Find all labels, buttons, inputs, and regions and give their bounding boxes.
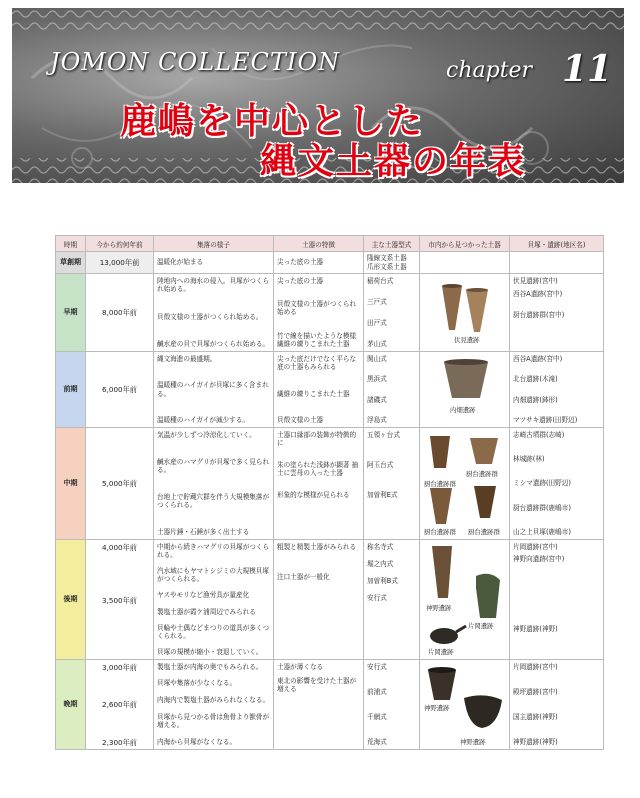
years-cell: 5,000年前 — [86, 428, 154, 540]
settlement-text: 鹹水産のハマグリが貝塚で多く見られる。 — [157, 457, 270, 474]
sites-cell — [510, 428, 604, 540]
site-text: 伏見遺跡(宮中) — [513, 276, 558, 285]
settlement-cell — [154, 428, 274, 540]
period-cell: 草創期 — [56, 252, 86, 274]
settlement-text: 鹹水産の貝で貝塚がつくられ始める。 — [157, 340, 270, 349]
finds-cell — [420, 660, 510, 750]
settlement-cell — [154, 274, 274, 352]
period-cell: 晩期 — [56, 660, 86, 750]
feature-text: 形象的な模様が見られる — [277, 491, 350, 500]
table-row — [56, 274, 604, 352]
sites-cell — [510, 660, 604, 750]
period-cell: 前期 — [56, 352, 86, 428]
feature-text: 貝殻文様の土器がつくられ始める — [277, 300, 357, 317]
type-text: 千網式 — [367, 713, 387, 721]
settlement-text: 中期から続きハマグリの貝塚がつくられる。 — [157, 542, 270, 559]
settlement-text: 貝塚から見つかる骨は魚骨より獣骨が増える。 — [157, 713, 270, 730]
settlement-text: 陸地内への海水の侵入。貝塚がつくられ始める。 — [157, 276, 270, 293]
table-row — [56, 540, 604, 660]
finds-cell — [420, 252, 510, 274]
site-text: 西谷A遺跡(宮中) — [513, 289, 563, 298]
years-cell: 6,000年前 — [86, 352, 154, 428]
type-text: 関山式 — [367, 354, 387, 363]
find-label: 伏見遺跡 — [454, 336, 480, 344]
site-text: 内畑遺跡(鉢形) — [513, 395, 558, 404]
settlement-text: 内海内で製塩土器がみられなくなる。 — [157, 696, 270, 705]
settlement-text: 縄文海進の最盛期。 — [157, 354, 217, 363]
find-label: 神野遺跡 — [426, 604, 452, 612]
table-row — [56, 428, 604, 540]
table-header-row — [56, 236, 604, 252]
feature-text: 尖った底の土器 — [277, 258, 324, 267]
header-sites: 貝塚・遺跡(地区名) — [510, 236, 604, 252]
years-cell: 8,000年前 — [86, 274, 154, 352]
site-text: 片岡遺跡(宮中) — [513, 662, 558, 671]
header-features: 土器の特徴 — [274, 236, 364, 252]
type-text: 加曽利B式 — [367, 576, 398, 585]
finds-cell — [420, 352, 510, 428]
site-text: ミシマ遺跡(田野辺) — [513, 479, 571, 488]
settlement-cell — [154, 252, 274, 274]
sites-cell — [510, 274, 604, 352]
collection-title: JOMON COLLECTION — [50, 48, 341, 76]
site-text: マツサキ遺跡(田野辺) — [513, 416, 578, 425]
find-label: 片岡遺跡 — [468, 622, 494, 630]
years-text: 2,600年前 — [102, 700, 137, 709]
table-row — [56, 660, 604, 750]
features-cell — [274, 540, 364, 660]
site-text: 林城跡(林) — [513, 454, 545, 463]
type-text: 安行式 — [367, 662, 387, 671]
settlement-text: 貝殻文様の土器がつくられ始める。 — [157, 312, 263, 321]
feature-text: 尖った底の土器 — [277, 276, 324, 285]
feature-text: 貝殻文様の土器 — [277, 416, 324, 425]
site-text: 山之上貝塚(鹿嶋市) — [513, 528, 571, 537]
sites-cell — [510, 540, 604, 660]
type-text: 堀之内式 — [367, 559, 394, 568]
site-text: 片岡遺跡(宮中) — [513, 542, 558, 551]
site-text: 神野遺跡(神野) — [513, 738, 558, 747]
sites-cell — [510, 252, 604, 274]
type-text: 浮島式 — [367, 416, 387, 425]
header-banner — [12, 8, 624, 183]
page-title-line1: 鹿嶋を中心とした — [120, 100, 425, 142]
site-text: 志崎古墳群(志崎) — [513, 430, 565, 439]
type-text: 阿玉台式 — [367, 460, 394, 469]
header-period: 時期 — [56, 236, 86, 252]
find-label: 厨台遺跡群 — [424, 480, 456, 488]
settlement-text: 内海から貝塚がなくなる。 — [157, 738, 237, 747]
finds-cell — [420, 428, 510, 540]
settlement-text: 土器片錘・石錘が多く出土する — [157, 528, 250, 537]
years-text: 2,300年前 — [102, 737, 137, 747]
site-text: 国主遺跡(神野) — [513, 713, 558, 721]
finds-cell — [420, 274, 510, 352]
site-text: 厨台遺跡群(鹿嶋市) — [513, 503, 571, 512]
feature-text: 繊維の練りこまれた土器 — [277, 389, 350, 398]
header-settlement: 集落の様子 — [154, 236, 274, 252]
feature-text: 粗製と精製土器がみられる — [277, 542, 357, 551]
find-label: 内畑遺跡 — [450, 406, 476, 414]
site-text: 神野遺跡(神野) — [513, 624, 558, 633]
types-cell — [364, 352, 420, 428]
types-cell — [364, 660, 420, 750]
settlement-text: 製塩土器が霞ケ浦周辺でみられる — [157, 607, 256, 616]
table-row — [56, 252, 604, 274]
years-cell — [86, 540, 154, 660]
types-cell — [364, 252, 420, 274]
type-text: 諸磯式 — [367, 395, 387, 404]
types-cell — [364, 428, 420, 540]
feature-text: 土器が薄くなる — [277, 662, 324, 671]
years-text: 4,000年前 — [102, 542, 137, 552]
years-cell — [86, 660, 154, 750]
find-label: 厨台遺跡群 — [466, 470, 498, 478]
types-cell — [364, 540, 420, 660]
jomon-chronology-table — [55, 235, 604, 750]
settlement-text: 温暖種のハイガイが減少する。 — [157, 416, 249, 425]
feature-text: 土器口縁部の装飾が特徴的に — [277, 430, 357, 447]
type-text: 五領ヶ台式 — [367, 430, 400, 439]
settlement-text: 汽水域にもヤマトシジミの大規模貝塚がつくられる。 — [157, 566, 269, 584]
type-text: 隆線文系土器 — [367, 254, 407, 263]
site-text: 西谷A遺跡(宮中) — [513, 354, 563, 363]
feature-text: 東北の影響を受けた土器が増える — [277, 676, 357, 693]
features-cell — [274, 252, 364, 274]
pottery-image — [424, 664, 508, 740]
settlement-text: 台地上で貯蔵穴群を伴う大規模集落がつくられる。 — [157, 492, 270, 510]
settlement-text: 貝塚や集落が少なくなる。 — [157, 679, 237, 688]
sites-cell — [510, 352, 604, 428]
settlement-cell — [154, 660, 274, 750]
features-cell — [274, 428, 364, 540]
pottery-image — [426, 544, 508, 650]
type-text: 三戸式 — [367, 297, 387, 306]
site-text: 殿坪遺跡(宮中) — [513, 687, 558, 696]
pottery-image — [438, 358, 494, 402]
years-text: 3,000年前 — [102, 662, 137, 672]
type-text: 黒浜式 — [367, 375, 387, 384]
settlement-cell — [154, 352, 274, 428]
find-label: 神野遺跡 — [424, 704, 450, 712]
settlement-text: 温暖化が始まる — [157, 258, 204, 267]
type-text: 爪形文系土器 — [367, 262, 407, 271]
settlement-text: 気温が少しずつ冷涼化していく。 — [157, 430, 256, 439]
page-title-line2: 縄文土器の年表 — [260, 140, 527, 182]
pottery-image — [438, 280, 494, 334]
table-row — [56, 352, 604, 428]
feature-text: 竹で線を描いたような模様 繊維の練りこまれた土器 — [277, 332, 357, 349]
features-cell — [274, 352, 364, 428]
finds-cell — [420, 540, 510, 660]
header-types: 主な土器型式 — [364, 236, 420, 252]
site-text: 神野向遺跡(宮中) — [513, 554, 565, 563]
type-text: 茅山式 — [367, 340, 387, 349]
features-cell — [274, 660, 364, 750]
settlement-text: 貝輪や土偶などまつりの道具が多くつくられる。 — [157, 623, 270, 641]
site-text: 北台遺跡(木滝) — [513, 375, 558, 384]
find-label: 神野遺跡 — [460, 738, 486, 746]
header-finds: 市内から見つかった土器 — [420, 236, 510, 252]
chapter-label: chapter — [446, 58, 533, 83]
settlement-text: 貝塚の規模が縮小・衰退していく。 — [157, 648, 263, 657]
feature-text: 尖った底だけでなく平らな底の土器もみられる — [277, 354, 357, 371]
site-text: 厨台遺跡群(宮中) — [513, 310, 565, 319]
type-text: 荒海式 — [367, 738, 387, 747]
type-text: 田戸式 — [367, 319, 387, 327]
years-cell: 13,000年前 — [86, 252, 154, 274]
type-text: 稲荷台式 — [367, 276, 394, 285]
type-text: 称名寺式 — [367, 542, 394, 551]
features-cell — [274, 274, 364, 352]
header-years: 今から約何年前 — [86, 236, 154, 252]
chapter-number: 11 — [562, 48, 613, 90]
settlement-cell — [154, 540, 274, 660]
settlement-text: 温暖種のハイガイが貝塚に多く含まれる。 — [157, 381, 269, 398]
find-label: 厨台遺跡群 — [468, 528, 500, 536]
type-text: 前浦式 — [367, 687, 387, 696]
period-cell: 後期 — [56, 540, 86, 660]
type-text: 加曽利E式 — [367, 490, 398, 499]
types-cell — [364, 274, 420, 352]
period-cell: 早期 — [56, 274, 86, 352]
period-cell: 中期 — [56, 428, 86, 540]
settlement-text: ヤスやモリなど漁労具が量産化 — [157, 591, 250, 600]
years-text: 3,500年前 — [102, 595, 137, 605]
feature-text: 注口土器が一般化 — [277, 572, 330, 581]
find-label: 厨台遺跡群 — [424, 528, 456, 536]
type-text: 安行式 — [367, 594, 387, 603]
feature-text: 朱の塗られた浅鉢が顕著 抽土に雲母の入った土器 — [277, 460, 359, 478]
find-label: 片岡遺跡 — [428, 648, 454, 656]
settlement-text: 製塩土器が内海の奥でもみられる。 — [157, 662, 263, 671]
